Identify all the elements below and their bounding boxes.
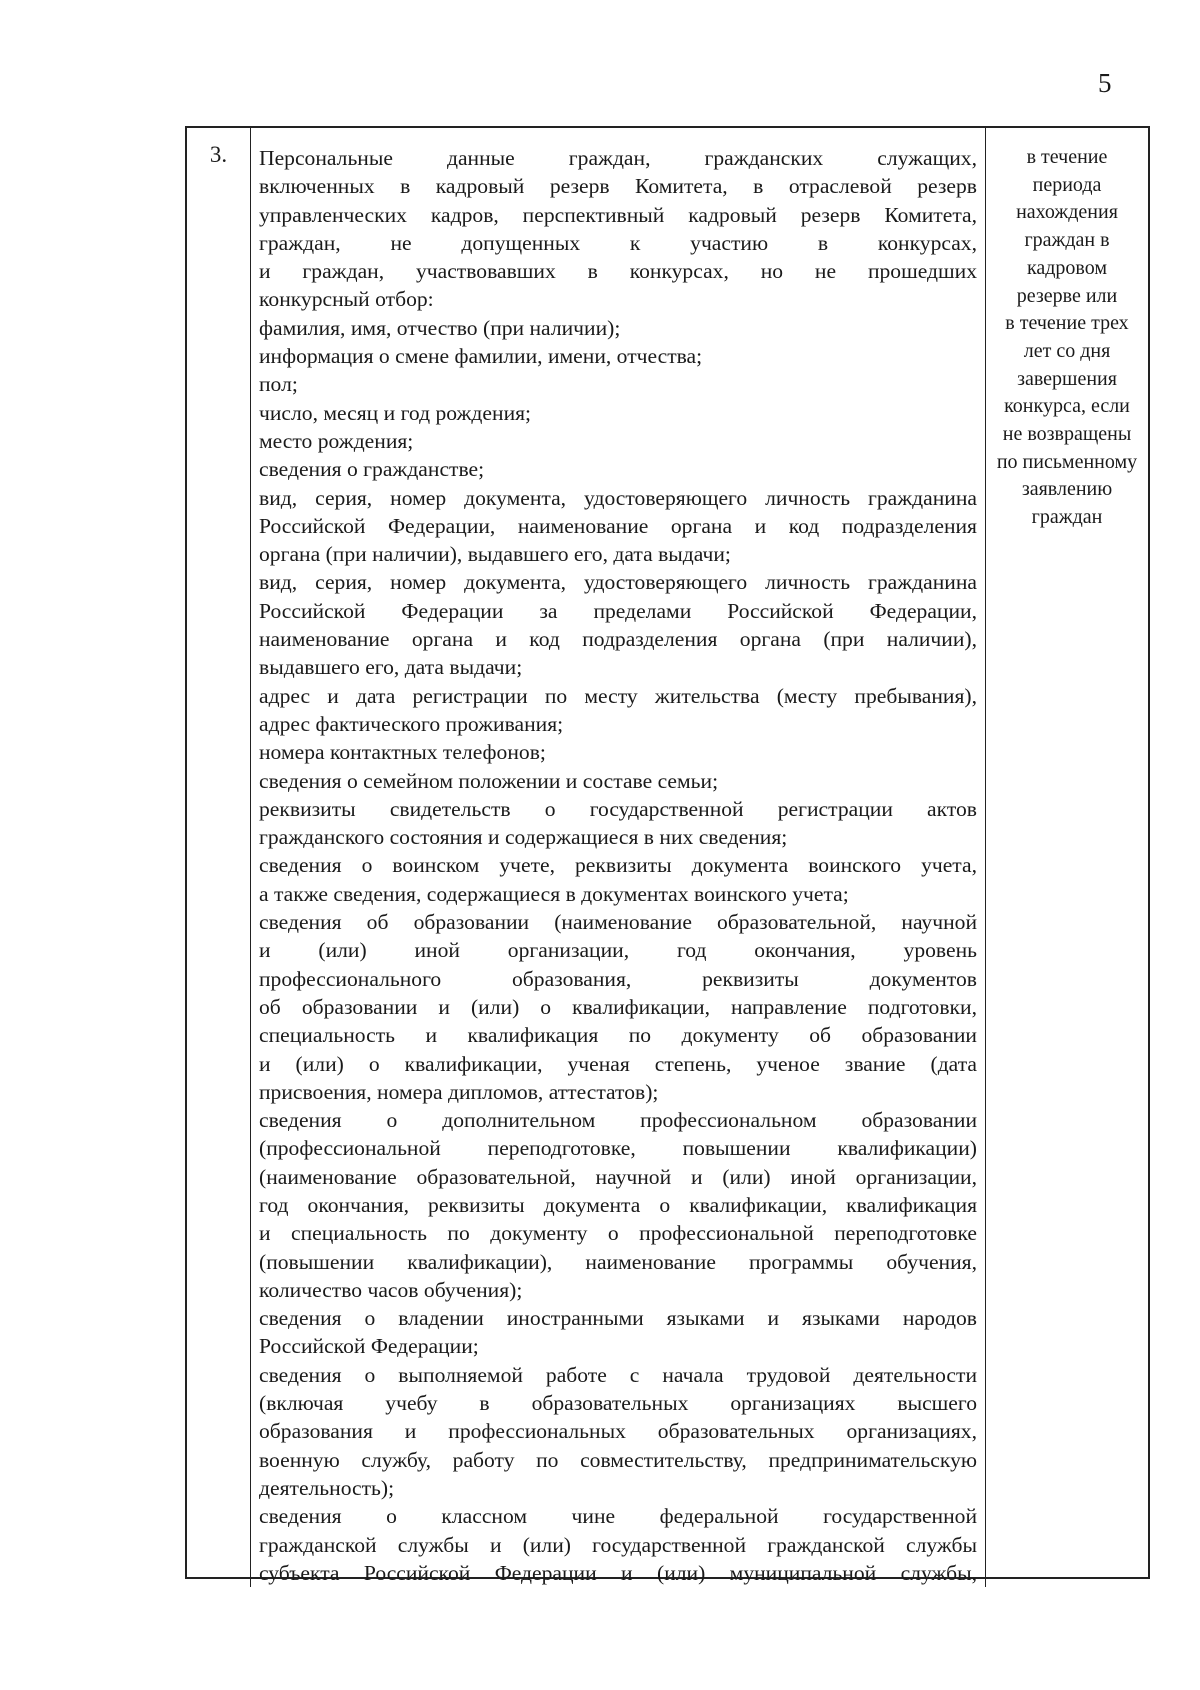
content-line: военную службу, работу по совместительству, предпринимательскую xyxy=(259,1447,977,1472)
row-number: 3. xyxy=(209,142,228,167)
content-line: реквизиты свидетельств о государственной регистрации актов xyxy=(259,796,977,821)
row-number-cell xyxy=(187,128,251,1587)
content-line: выдавшего его, дата выдачи; xyxy=(259,655,523,680)
content-line: вид, серия, номер документа, удостоверяющего личность гражданина xyxy=(259,570,977,595)
content-line: гражданского состояния и содержащиеся в них сведения; xyxy=(259,825,788,850)
content-line: номера контактных телефонов; xyxy=(259,740,546,765)
content-line: сведения о семейном положении и составе семьи; xyxy=(259,768,719,793)
retention-term-line: в течение трех xyxy=(1005,312,1129,335)
content-line: конкурсный отбор: xyxy=(259,287,434,312)
content-line: об образовании и (или) о квалификации, направление подготовки, xyxy=(259,994,977,1019)
content-line: Российской Федерации, наименование органа и код подразделения xyxy=(259,513,977,538)
content-line: специальность и квалификация по документу об образовании xyxy=(259,1023,977,1048)
content-line: сведения о владении иностранными языками и языками народов xyxy=(259,1306,977,1331)
retention-term-line: по письменному xyxy=(996,450,1138,473)
content-line: наименование органа и код подразделения органа (при наличии), xyxy=(259,627,977,652)
content-line: (включая учебу в образовательных организациях высшего xyxy=(259,1391,977,1416)
retention-term-line: не возвращены xyxy=(1002,423,1132,446)
content-line: Российской Федерации; xyxy=(259,1334,479,1359)
content-line: адрес и дата регистрации по месту жительства (месту пребывания), xyxy=(259,683,977,708)
retention-term-line: резерве или xyxy=(1016,284,1118,307)
content-line: сведения об образовании (наименование образовательной, научной xyxy=(259,910,977,935)
retention-term-line: нахождения xyxy=(1016,201,1118,224)
content-line: фамилия, имя, отчество (при наличии); xyxy=(259,315,621,340)
content-line: сведения о дополнительном профессиональном образовании xyxy=(259,1108,977,1133)
retention-term-line: граждан xyxy=(1031,506,1103,529)
content-line: субъекта Российской Федерации и (или) муниципальной службы, xyxy=(259,1560,977,1585)
content-line: сведения о выполняемой работе с начала трудовой деятельности xyxy=(259,1362,977,1387)
content-line: профессионального образования, реквизиты документов xyxy=(259,966,977,991)
content-line: образования и профессиональных образовательных организациях, xyxy=(259,1419,977,1444)
content-line: число, месяц и год рождения; xyxy=(259,400,532,425)
retention-term-line: периода xyxy=(1032,173,1102,196)
content-line: информация о смене фамилии, имени, отчества; xyxy=(259,344,703,369)
retention-term-line: в течение xyxy=(1026,146,1108,168)
content-line: деятельность); xyxy=(259,1475,395,1500)
retention-term-line: граждан в xyxy=(1024,229,1110,252)
content-line: (профессиональной переподготовке, повышении квалификации) xyxy=(259,1136,977,1161)
content-line: (наименование образовательной, научной и (или) иной организации, xyxy=(259,1164,977,1189)
content-line: сведения о гражданстве; xyxy=(259,457,485,482)
content-line: пол; xyxy=(259,372,298,397)
content-line: место рождения; xyxy=(259,428,414,453)
content-line: включенных в кадровый резерв Комитета, в отраслевой резерв xyxy=(259,174,977,199)
content-line: год окончания, реквизиты документа о квалификации, квалификация xyxy=(259,1192,977,1217)
page-number: 5 xyxy=(1098,68,1112,98)
content-line: сведения о классном чине федеральной государственной xyxy=(259,1504,977,1529)
content-line: а также сведения, содержащиеся в документах воинского учета; xyxy=(259,881,849,906)
content-line: гражданской службы и (или) государственной гражданской службы xyxy=(259,1532,977,1557)
content-line: граждан, не допущенных к участию в конкурсах, xyxy=(259,230,977,255)
content-line: вид, серия, номер документа, удостоверяющего личность гражданина xyxy=(259,485,977,510)
retention-term-line: лет со дня xyxy=(1023,339,1111,362)
content-line: и (или) о квалификации, ученая степень, ученое звание (дата xyxy=(259,1051,977,1076)
retention-term-line: завершения xyxy=(1017,367,1117,390)
content-line: и (или) иной организации, год окончания, уровень xyxy=(259,938,977,963)
content-line: Персональные данные граждан, гражданских служащих, xyxy=(259,146,977,170)
retention-period-cell xyxy=(986,128,1148,1587)
content-line: Российской Федерации за пределами Российской Федерации, xyxy=(259,598,977,623)
content-line: количество часов обучения); xyxy=(259,1277,523,1302)
retention-table xyxy=(185,126,1150,1585)
retention-term-line: кадровом xyxy=(1026,256,1108,279)
retention-term-line: заявлению xyxy=(1021,478,1113,501)
content-line: адрес фактического проживания; xyxy=(259,711,564,736)
content-line: (повышении квалификации), наименование программы обучения, xyxy=(259,1249,977,1274)
content-line: присвоения, номера дипломов, аттестатов); xyxy=(259,1079,659,1104)
retention-term-line: конкурса, если xyxy=(1004,395,1130,418)
content-line: и специальность по документу о профессиональной переподготовке xyxy=(259,1221,977,1246)
personal-data-list-cell xyxy=(251,128,986,1587)
content-line: управленческих кадров, перспективный кадровый резерв Комитета, xyxy=(259,202,977,227)
content-line: сведения о воинском учете, реквизиты документа воинского учета, xyxy=(259,853,977,878)
content-line: и граждан, участвовавших в конкурсах, но не прошедших xyxy=(259,259,977,284)
content-line: органа (при наличии), выдавшего его, дата выдачи; xyxy=(259,542,731,567)
